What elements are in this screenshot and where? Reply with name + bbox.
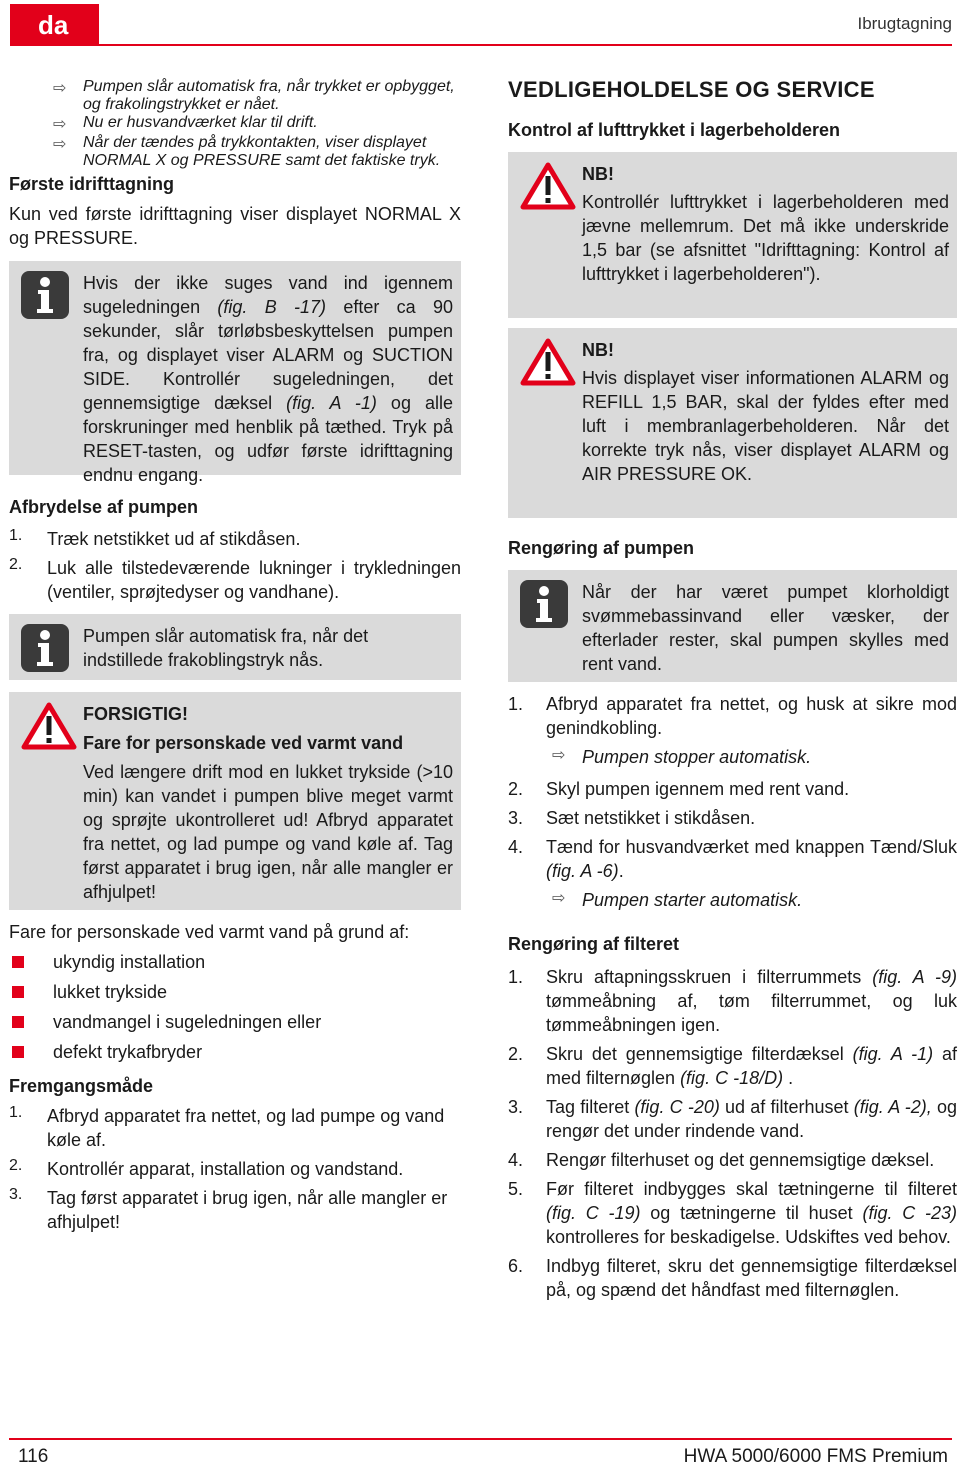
info-box: Når der har været pumpet klorholdigt svømmebassinvand eller væsker, der efterlader rester, skal pumpen skylles med rent vand. (508, 570, 957, 682)
result-arrow-icon: ⇨ (552, 890, 566, 907)
main-heading: VEDLIGEHOLDELSE OG SERVICE (508, 77, 875, 102)
list-item: 2. Skyl pumpen igennem med rent vand. (508, 779, 850, 799)
info-box: Hvis der ikke suges vand ind igennem sugeledningen (fig. B -17) efter ca 90 sekunder, slår tørløbsbeskyttelsen pumpen fra, og displayet viser ALARM og SUCTION SIDE. Kontrollér sugeledningen, det gennemsigtige dæksel (fig. A -1) og alle forskruninger med henblik på tæthed. Tryk på RESET-tasten, og udfør første idrifttagning endnu engang. (9, 261, 461, 475)
result-line: ⇨ Pumpen stopper automatisk. (552, 747, 812, 767)
result-line: ⇨ Nu er husvandværket klar til drift. (53, 114, 318, 133)
list-item: ukyndig installation (9, 950, 461, 974)
result-arrow-icon: ⇨ (53, 80, 67, 97)
list-item: 1. Afbryd apparatet fra nettet, og husk at sikre mod genindkobling. (508, 694, 957, 738)
red-square-bullet (12, 986, 24, 998)
list-item: 3. Tag filteret (fig. C -20) ud af filterhuset (fig. A -2), og rengør det under rindende vand. (508, 1097, 957, 1141)
info-icon (520, 580, 582, 672)
page-number: 116 (18, 1446, 49, 1467)
first-start-heading: Første idrifttagning (9, 174, 174, 194)
warning-triangle-icon (520, 338, 582, 508)
shutdown-heading: Afbrydelse af pumpen (9, 497, 199, 517)
list-item: 2. Luk alle tilstedeværende lukninger i trykledningen (ventiler, sprøjtedyser og vandhane). (9, 556, 461, 602)
nb-title: NB! (582, 164, 614, 184)
air-pressure-heading: Kontrol af lufttrykket i lagerbeholderen (508, 120, 841, 140)
red-square-bullet (12, 1016, 24, 1028)
result-arrow-icon: ⇨ (53, 116, 67, 133)
result-arrow-icon: ⇨ (53, 136, 67, 153)
pump-cleaning-heading: Rengøring af pumpen (508, 538, 694, 558)
info-icon (21, 624, 83, 670)
procedure-heading: Fremgangsmåde (9, 1076, 154, 1096)
warning-triangle-icon (520, 162, 582, 308)
warning-box (9, 692, 461, 910)
list-item: defekt trykafbryder (9, 1040, 461, 1064)
warning-triangle-icon (21, 702, 83, 900)
result-line: ⇨ Når der tændes på trykkontakten, viser displayet NORMAL X og PRESSURE samt det faktiske tryk. (53, 134, 441, 169)
left-column (9, 72, 461, 1234)
result-line: ⇨ Pumpen starter automatisk. (552, 890, 803, 910)
result-line: ⇨ Pumpen slår automatisk fra, når trykket er opbygget, og frakolingstrykket er nået. (53, 78, 455, 113)
header-rule (99, 44, 952, 46)
language-tab (10, 4, 99, 46)
hazard-intro: Fare for personskade ved varmt vand på grund af: (9, 922, 410, 942)
list-item: 1. Skru aftapningsskruen i filterrummets (fig. A -9) tømmeåbning af, tøm filterrummet, og luk tømmeåbningen igen. (508, 967, 957, 1035)
info-icon (21, 271, 83, 465)
warning-title: FORSIGTIG! (83, 704, 188, 724)
warning-text: Ved længere drift mod en lukket trykside (>10 min) kan vandet i pumpen blive meget varmt og sprøjte ukontrolleret ud! Afbryd apparatet fra nettet, og lad pumpe og vand køle af. Tag først apparatet i brug igen, når alle mangler er afhjulpet! (83, 762, 453, 902)
language-label: da (38, 10, 69, 40)
red-square-bullet (12, 956, 24, 968)
list-item: 1. Afbryd apparatet fra nettet, og lad pumpe og vand køle af. (9, 1104, 445, 1150)
list-item: vandmangel i sugeledningen eller (9, 1010, 461, 1034)
list-item: 4. Tænd for husvandværket med knappen Tænd/Sluk (fig. A -6). (508, 837, 957, 881)
warning-subtitle: Fare for personskade ved varmt vand (83, 733, 404, 753)
list-item: 2. Kontrollér apparat, installation og vandstand. (9, 1157, 404, 1179)
list-item: 3. Sæt netstikket i stikdåsen. (508, 808, 756, 828)
list-item: 1. Træk netstikket ud af stikdåsen. (9, 527, 301, 549)
list-item: 6. Indbyg filteret, skru det gennemsigtige filterdæksel på, og spænd det håndfast med filternøglen. (508, 1256, 957, 1300)
nb-title: NB! (582, 340, 614, 360)
product-name: HWA 5000/6000 FMS Premium (683, 1446, 948, 1467)
list-item: 5. Før filteret indbygges skal tætningerne til filteret (fig. C -19) og tætningerne til huset (fig. C -23) kontrolleres for beskadigelse. Udskiftes ved behov. (508, 1179, 957, 1247)
result-arrow-icon: ⇨ (552, 747, 566, 764)
footer-rule (9, 1438, 952, 1440)
nb-box: NB! Hvis displayet viser informationen ALARM og REFILL 1,5 BAR, skal der fyldes efter med luft i membranlagerbeholderen. Når det korrekte tryk nås, viser displayet ALARM og AIR PRESSURE OK. (508, 328, 957, 518)
list-item: 2. Skru det gennemsigtige filterdæksel (fig. A -1) af med filternøglen (fig. C -18/D) . (508, 1044, 957, 1088)
red-square-bullet (12, 1046, 24, 1058)
list-item: 3. Tag først apparatet i brug igen, når alle mangler er afhjulpet! (9, 1186, 448, 1232)
info-box: Pumpen slår automatisk fra, når det indstillede frakoblingstryk nås. (9, 614, 461, 680)
list-item: 4. Rengør filterhuset og det gennemsigtige dæksel. (508, 1150, 935, 1170)
first-start-text: Kun ved første idrifttagning viser displayet NORMAL X og PRESSURE. (9, 204, 461, 248)
list-item: lukket trykside (9, 980, 461, 1004)
section-title: Ibrugtagning (857, 14, 952, 33)
nb-box: NB! Kontrollér lufttrykket i lagerbeholderen med jævne mellemrum. Det må ikke underskride 1,5 bar (se afsnittet "Idrifttagning: Kontrol af lufttrykket i lagerbeholderen"). (508, 152, 957, 318)
filter-cleaning-heading: Rengøring af filteret (508, 934, 680, 954)
right-column (508, 72, 957, 1302)
